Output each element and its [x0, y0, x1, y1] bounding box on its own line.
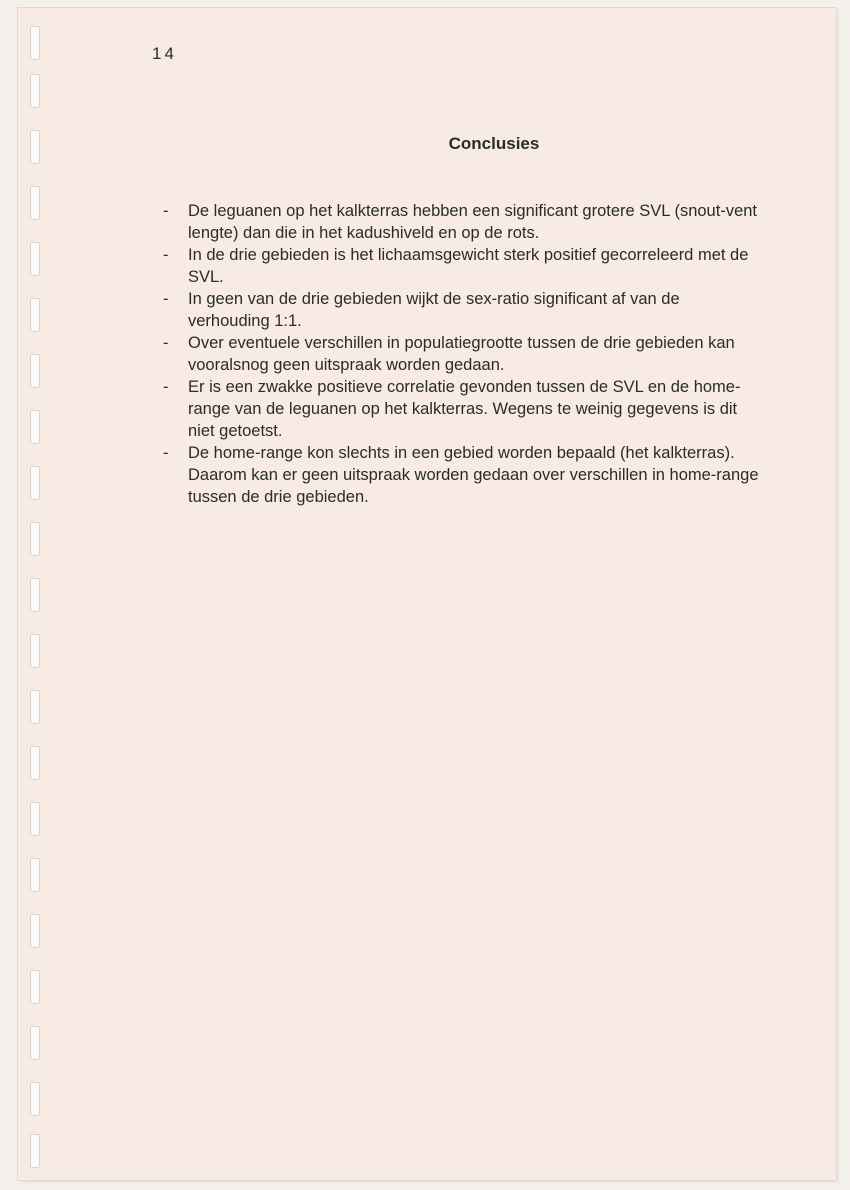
binding-hole — [30, 298, 40, 332]
list-item — [160, 288, 760, 332]
binding-hole — [30, 410, 40, 444]
conclusions-list — [160, 200, 760, 508]
binding-hole — [30, 242, 40, 276]
conclusion-text: In geen van de drie gebieden wijkt de sex-ratio significant af van de verhouding 1:1. — [188, 290, 680, 330]
binding-hole — [30, 690, 40, 724]
binding-hole — [30, 74, 40, 108]
bullet-dash: - — [163, 378, 169, 396]
binding-hole — [30, 578, 40, 612]
binding-hole — [30, 186, 40, 220]
bullet-dash: - — [163, 246, 169, 264]
binding-hole — [30, 914, 40, 948]
list-item — [160, 376, 760, 442]
bullet-dash: - — [163, 444, 169, 462]
conclusion-text: Er is een zwakke positieve correlatie gevonden tussen de SVL en de home-range van de leguanen op het kalkterras. Wegens te weinig gegevens is dit niet getoetst. — [188, 378, 741, 440]
list-item — [160, 442, 760, 508]
section-title: Conclusies — [448, 134, 540, 153]
binding-holes — [24, 0, 44, 1190]
list-item — [160, 244, 760, 288]
binding-hole — [30, 1026, 40, 1060]
list-item — [160, 332, 760, 376]
binding-hole — [30, 746, 40, 780]
bullet-dash: - — [163, 290, 169, 308]
binding-hole — [30, 522, 40, 556]
binding-hole — [30, 354, 40, 388]
binding-hole — [30, 1134, 40, 1168]
binding-hole — [30, 466, 40, 500]
conclusion-text: De leguanen op het kalkterras hebben een significant grotere SVL (snout-vent lengte) dan die in het kadushiveld en op de rots. — [188, 202, 758, 242]
binding-hole — [30, 634, 40, 668]
bullet-dash: - — [163, 202, 169, 220]
binding-hole — [30, 970, 40, 1004]
conclusion-text: Over eventuele verschillen in populatiegrootte tussen de drie gebieden kan vooralsnog geen uitspraak worden gedaan. — [188, 334, 735, 374]
conclusion-text: De home-range kon slechts in een gebied worden bepaald (het kalkterras). Daarom kan er geen uitspraak worden gedaan over verschillen in home-range tussen de drie gebieden. — [188, 444, 759, 506]
binding-hole — [30, 26, 40, 60]
page-number: 14 — [152, 44, 177, 63]
binding-hole — [30, 1082, 40, 1116]
document-page — [18, 8, 836, 1180]
list-item — [160, 200, 760, 244]
bullet-dash: - — [163, 334, 169, 352]
binding-hole — [30, 858, 40, 892]
binding-hole — [30, 802, 40, 836]
conclusion-text: In de drie gebieden is het lichaamsgewicht sterk positief gecorreleerd met de SVL. — [188, 246, 749, 286]
